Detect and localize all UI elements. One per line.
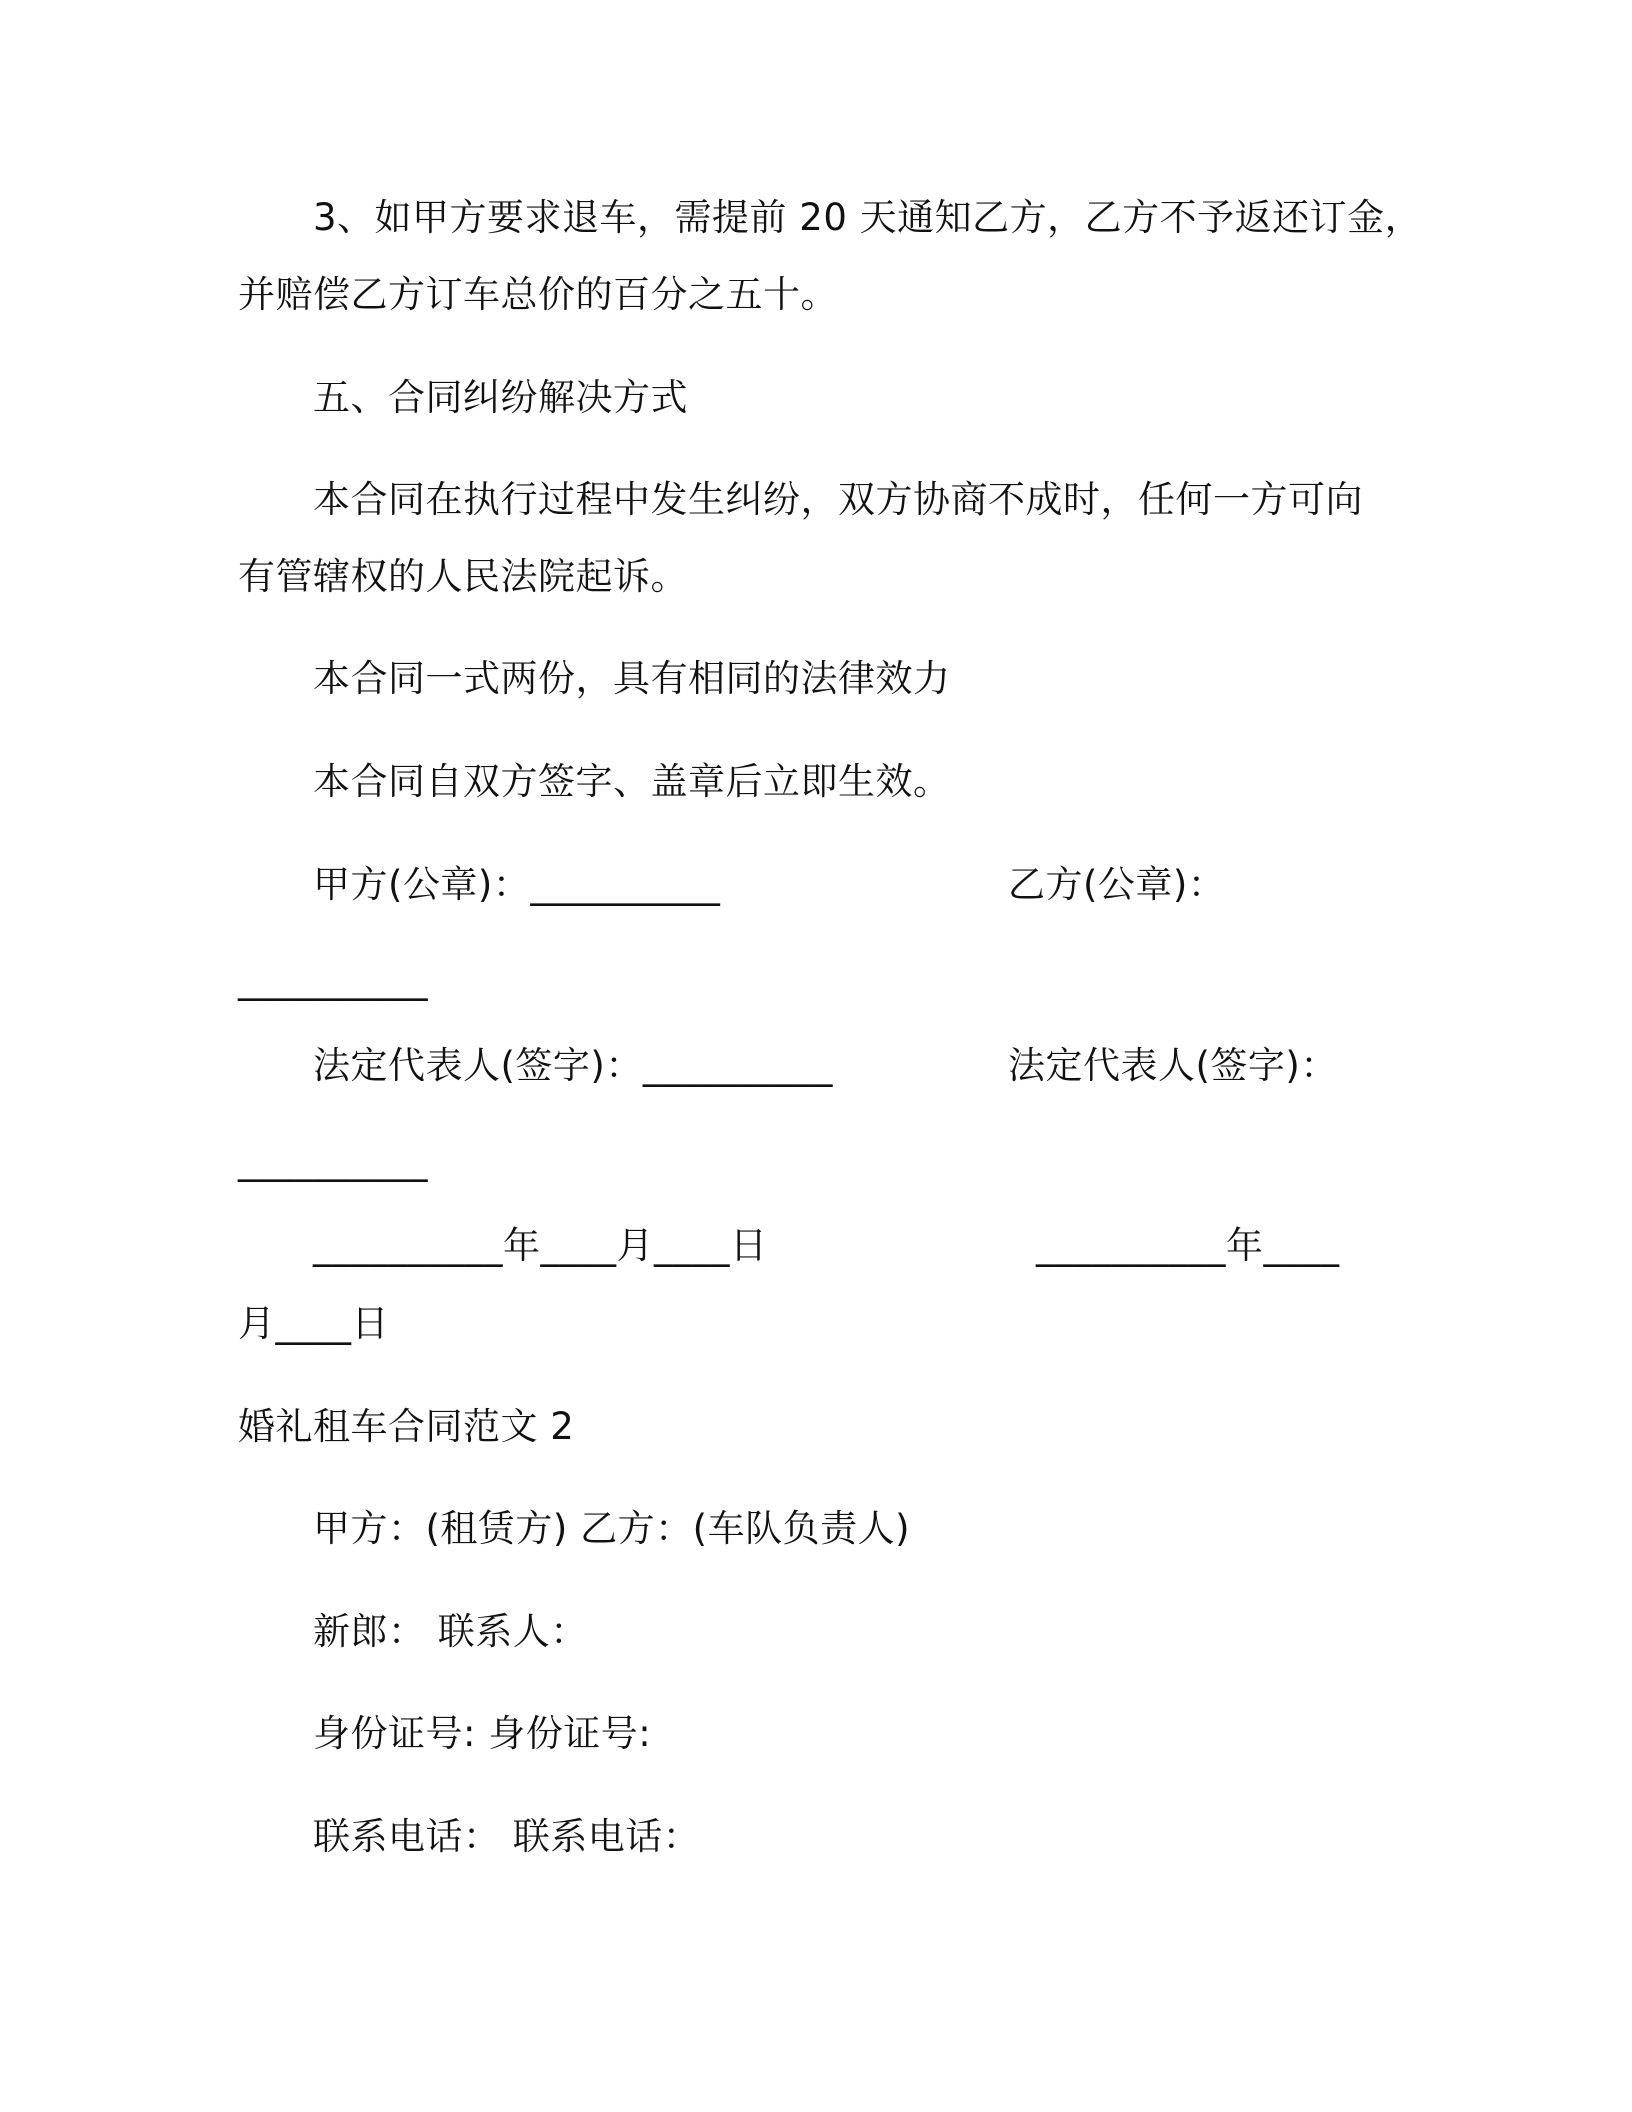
party-b-representative-blank: __________ <box>238 1139 428 1182</box>
party-b-seal-blank: __________ <box>238 958 428 1001</box>
id-number-line: 身份证号: 身份证号: <box>313 1712 652 1755</box>
party-a-seal-field: 甲方(公章)：__________ <box>313 863 721 906</box>
groom-contact-line: 新郎： 联系人： <box>313 1610 588 1653</box>
party-a-representative-field: 法定代表人(签字)：__________ <box>313 1044 833 1087</box>
dispute-clause-line-2: 有管辖权的人民法院起诉。 <box>238 555 688 598</box>
parties-line: 甲方：(租赁方) 乙方：(车队负责人) <box>313 1507 911 1550</box>
party-b-seal-field: 乙方(公章)： <box>1008 863 1226 906</box>
refund-clause-line-2: 并赔偿乙方订车总价的百分之五十。 <box>238 273 838 316</box>
phone-line: 联系电话： 联系电话： <box>313 1815 701 1858</box>
party-b-date-field-line-2: 月____日 <box>238 1302 389 1345</box>
sample-2-title: 婚礼租车合同范文 2 <box>238 1405 575 1448</box>
dispute-clause-line-1: 本合同在执行过程中发生纠纷，双方协商不成时，任何一方可向 <box>313 478 1363 521</box>
refund-clause-line-1: 3、如甲方要求退车，需提前 20 天通知乙方，乙方不予返还订金， <box>313 196 1423 239</box>
party-b-date-field-line-1: __________年____ <box>1036 1224 1340 1267</box>
party-a-date-field: __________年____月____日 <box>313 1224 768 1267</box>
party-b-representative-field: 法定代表人(签字)： <box>1008 1044 1338 1087</box>
effective-clause: 本合同自双方签字、盖章后立即生效。 <box>313 760 951 803</box>
copies-clause: 本合同一式两份，具有相同的法律效力 <box>313 657 951 700</box>
section-5-heading: 五、合同纠纷解决方式 <box>313 376 688 419</box>
